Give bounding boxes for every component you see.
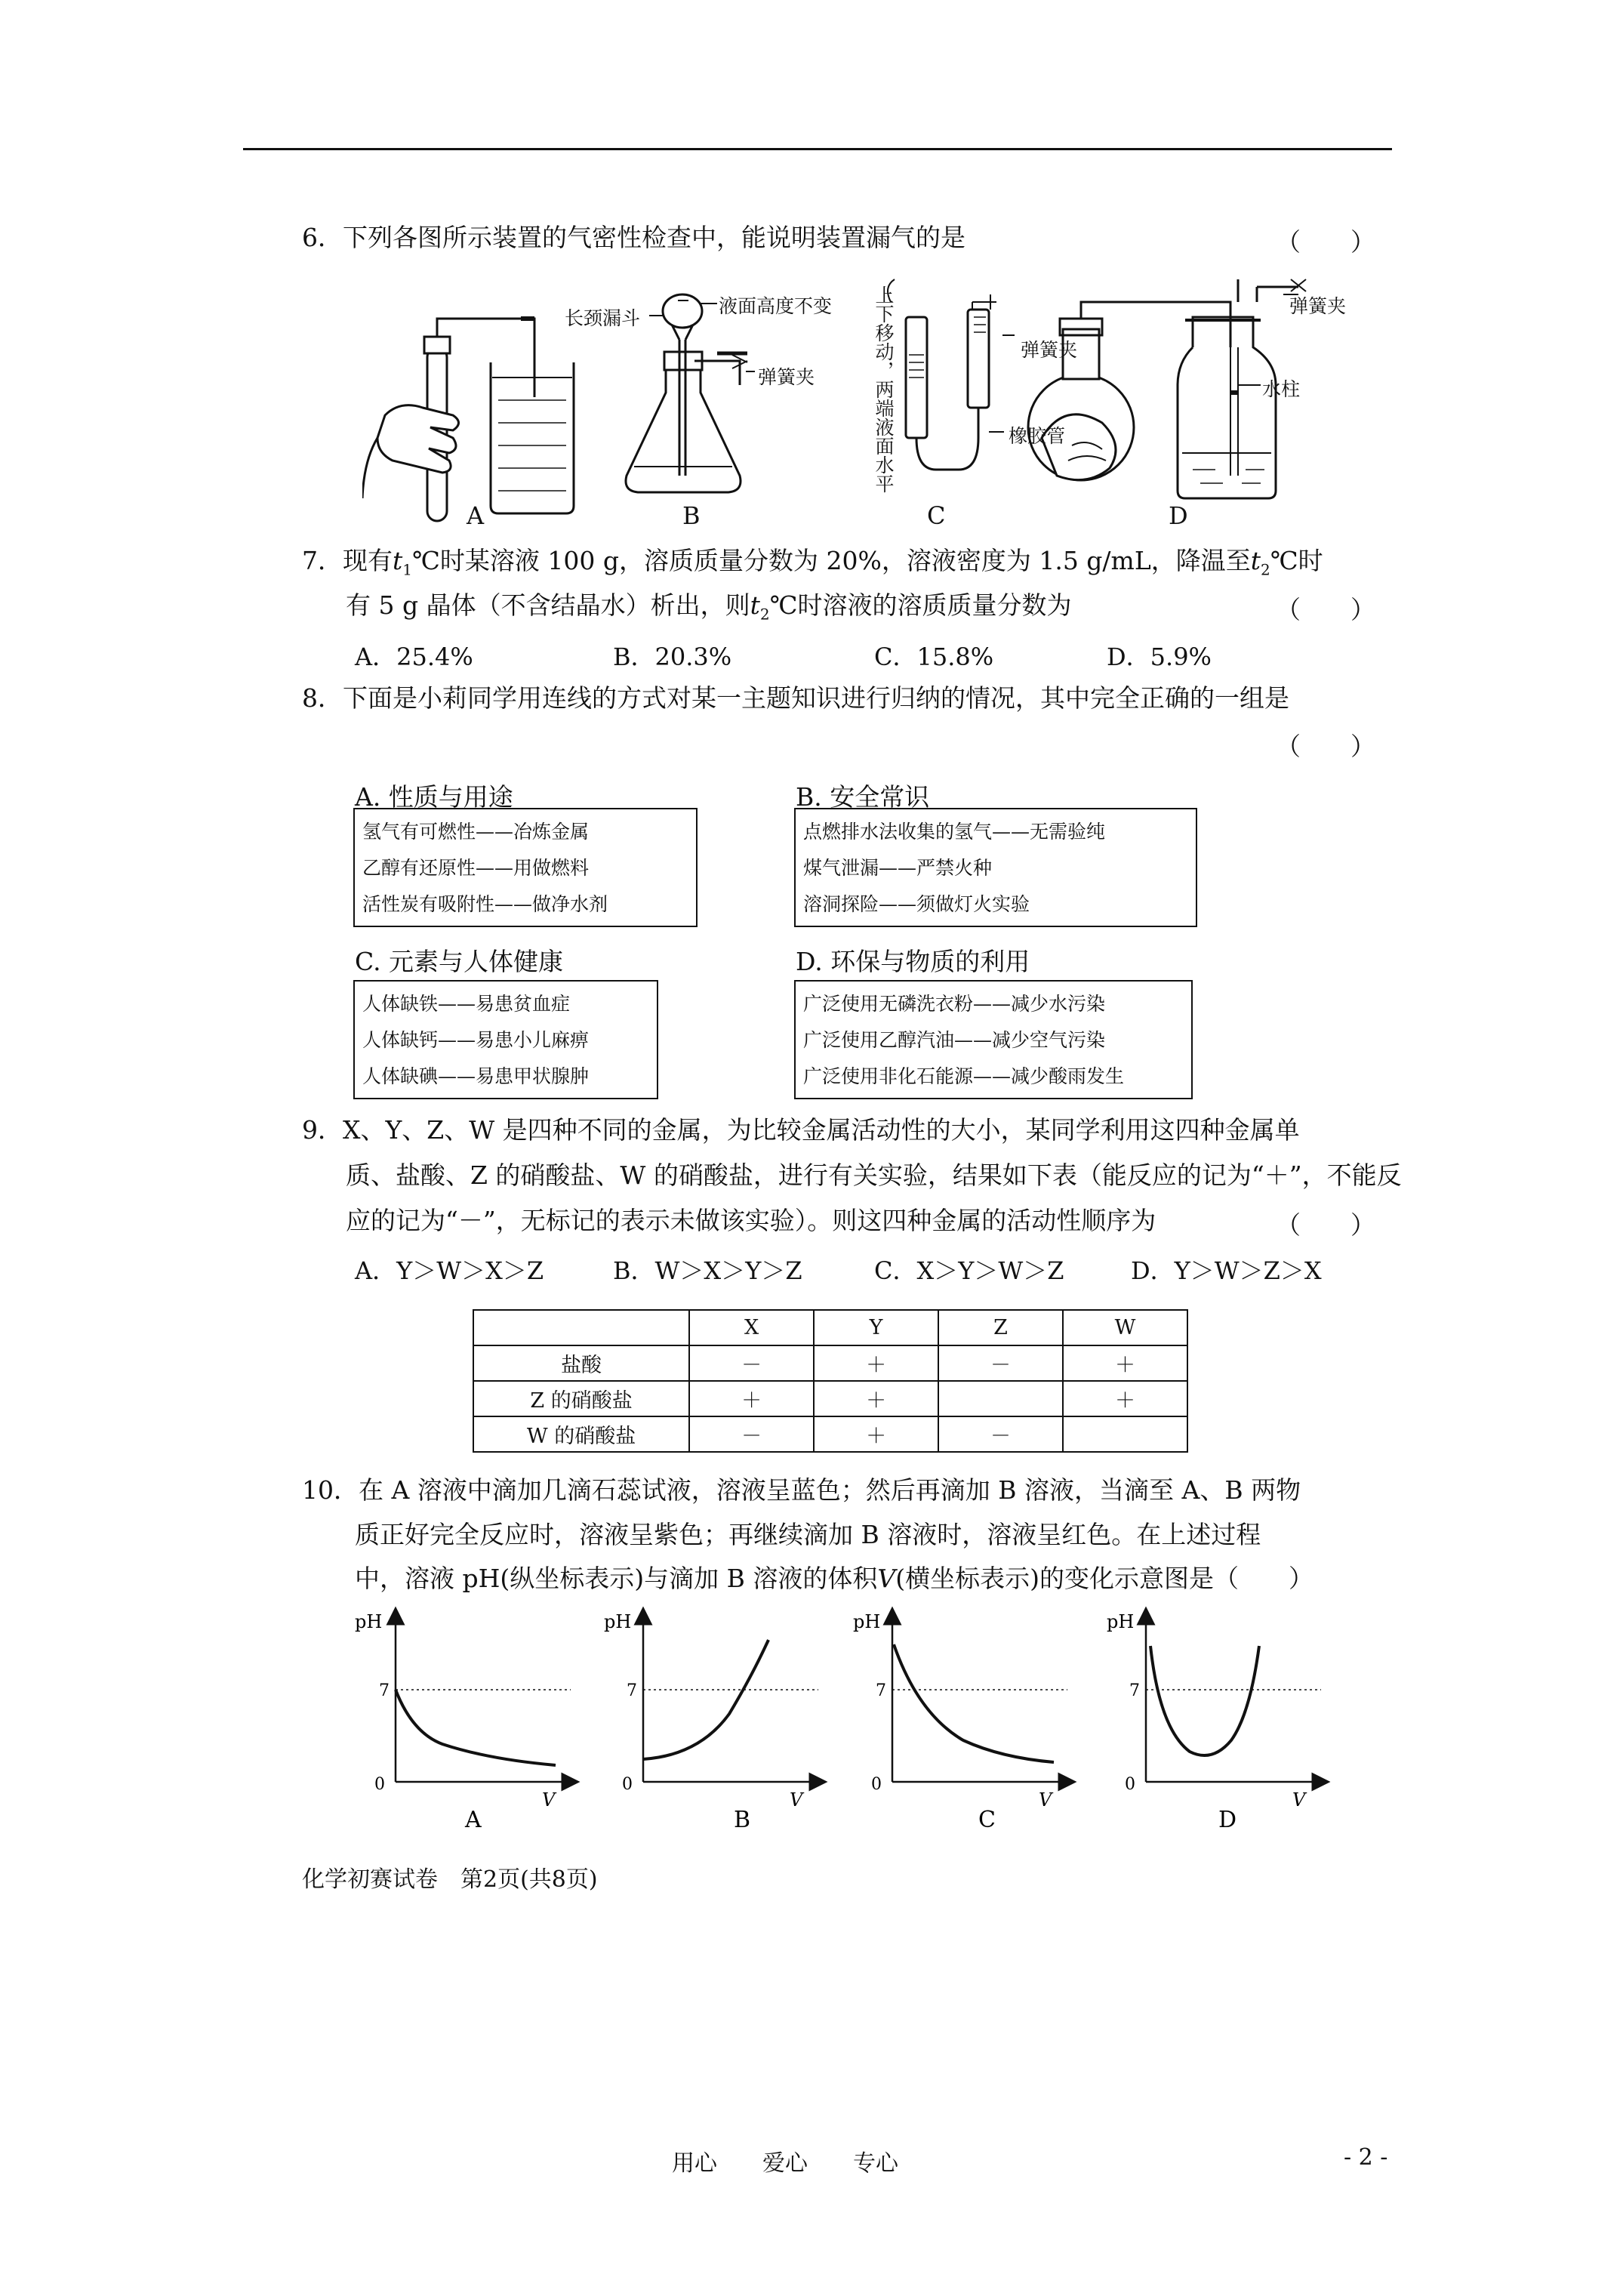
q8-answer-paren: （ ） [1276, 732, 1375, 761]
q8-a-line-2: 乙醇有还原性——用做燃料 [362, 857, 590, 879]
graph-d-caption: D [1218, 1807, 1237, 1833]
graph-b-seven: 7 [627, 1681, 637, 1700]
table-cell: ＋ [814, 1345, 938, 1381]
label-move-updown: 上下移动，两端液面水平 [873, 285, 895, 493]
q9-line3: 应的记为“－”，无标记的表示未做该实验）。则这四种金属的活动性顺序为 [346, 1206, 1156, 1235]
graph-c-caption: C [978, 1807, 996, 1833]
graph-c-ylabel: pH [853, 1611, 881, 1632]
header-rule [243, 148, 1392, 150]
q7-option-c: C．15.8% [874, 643, 994, 671]
graph-d-seven: 7 [1129, 1681, 1140, 1700]
label-clamp-b: 弹簧夹 [758, 366, 815, 388]
table-cell: ＋ [689, 1381, 814, 1416]
q6-caption-b: B [682, 501, 701, 530]
q6-apparatus-figure [362, 272, 1329, 536]
graph-d-ylabel: pH [1107, 1611, 1135, 1632]
q8-group-b-box [794, 808, 1197, 927]
label-clamp-c: 弹簧夹 [1021, 339, 1078, 361]
label-clamp-d: 弹簧夹 [1289, 295, 1347, 317]
q8-a-line-1: 氢气有可燃性——冶炼金属 [362, 821, 590, 843]
table-cell: ＋ [1063, 1345, 1187, 1381]
q8-b-line-2: 煤气泄漏——严禁火种 [803, 857, 993, 879]
q6-caption-d: D [1169, 501, 1188, 530]
q8-group-d-box [794, 980, 1193, 1099]
q9-line1: 9．X、Y、Z、W 是四种不同的金属，为比较金属活动性的大小，某同学利用这四种金属单 [302, 1115, 1300, 1145]
q9-option-b: B．W＞X＞Y＞Z [613, 1256, 802, 1285]
graph-b [604, 1611, 818, 1833]
q8-c-line-1: 人体缺铁——易患贫血症 [362, 993, 571, 1015]
table-header-cell: Y [814, 1310, 938, 1345]
q9-answer-paren: （ ） [1276, 1210, 1375, 1240]
table-cell: － [689, 1416, 814, 1452]
q7-line2: 有 5 g 晶体（不含结晶水）析出，则$t_2℃$时溶液的溶质质量分数为 [346, 590, 1072, 624]
table-row [473, 1416, 1187, 1452]
q8-stem: 8．下面是小莉同学用连线的方式对某一主题知识进行归纳的情况，其中完全正确的一组是 [302, 683, 1289, 713]
table-header-row [473, 1310, 1187, 1345]
graph-a-ylabel: pH [355, 1611, 383, 1632]
label-rubber-tube: 橡胶管 [1009, 425, 1066, 447]
q9-option-a: A．Y＞W＞X＞Z [355, 1256, 544, 1285]
graph-a-caption: A [465, 1807, 482, 1833]
table-row [473, 1381, 1187, 1416]
graph-a-zero: 0 [374, 1775, 385, 1794]
apparatus-a [362, 319, 574, 521]
table-header-cell: W [1063, 1310, 1187, 1345]
q9-result-table [473, 1309, 1188, 1453]
table-cell: ＋ [1063, 1381, 1187, 1416]
table-cell: － [938, 1345, 1063, 1381]
q8-group-b-title: B. 安全常识 [796, 782, 930, 812]
q7-option-a: A．25.4% [355, 643, 473, 671]
q8-group-a-box [353, 808, 698, 927]
label-level-unchanged: 液面高度不变 [719, 295, 833, 317]
graph-b-xlabel: V [790, 1789, 803, 1811]
graph-c-zero: 0 [871, 1775, 882, 1794]
q10-ph-graphs [344, 1601, 1341, 1842]
q10-line3: 中，溶液 pH(纵坐标表示)与滴加 B 溶液的体积V(横坐标表示)的变化示意图是（ ） [355, 1564, 1313, 1593]
graph-b-ylabel: pH [604, 1611, 632, 1632]
q8-d-line-2: 广泛使用乙醇汽油——减少空气污染 [803, 1029, 1106, 1051]
q10-line1: 10．在 A 溶液中滴加几滴石蕊试液，溶液呈蓝色；然后再滴加 B 溶液，当滴至 A、B 两物 [302, 1475, 1301, 1505]
table-cell: ＋ [814, 1416, 938, 1452]
q8-group-c-box [353, 980, 658, 1099]
label-long-funnel: 长颈漏斗 [565, 307, 641, 329]
q7-line1: 7．现有$t_1℃$时某溶液 100 g，溶质质量分数为 20%，溶液密度为 1.5 g/mL，降温至$t_2℃$时 [302, 546, 1323, 579]
graph-a-xlabel: V [542, 1789, 556, 1811]
graph-a [355, 1611, 571, 1833]
q6-caption-a: A [467, 501, 485, 530]
apparatus-b [626, 294, 747, 492]
graph-d [1107, 1611, 1321, 1833]
q7-option-d: D．5.9% [1107, 643, 1212, 671]
q8-a-line-3: 活性炭有吸附性——做净水剂 [362, 893, 608, 915]
table-header-cell: Z [938, 1310, 1063, 1345]
q7-option-b: B．20.3% [613, 643, 732, 671]
q8-c-line-2: 人体缺钙——易患小儿麻痹 [362, 1029, 590, 1051]
page-number: - 2 - [1344, 2144, 1388, 2171]
table-cell: W 的硝酸盐 [473, 1416, 689, 1452]
graph-c-xlabel: V [1039, 1789, 1052, 1811]
table-cell: － [938, 1416, 1063, 1452]
table-cell: 盐酸 [473, 1345, 689, 1381]
q9-option-c: C．X＞Y＞W＞Z [874, 1256, 1064, 1285]
q9-option-d: D．Y＞W＞Z＞X [1131, 1256, 1322, 1285]
q8-d-line-3: 广泛使用非化石能源——减少酸雨发生 [803, 1065, 1125, 1087]
q6-stem: 6．下列各图所示装置的气密性检查中，能说明装置漏气的是 [302, 223, 965, 252]
q8-b-line-3: 溶洞探险——须做灯火实验 [803, 893, 1030, 915]
graph-a-seven: 7 [379, 1681, 390, 1700]
table-cell [938, 1381, 1063, 1416]
table-header-cell [473, 1310, 689, 1345]
motto: 用心 爱心 专心 [672, 2150, 898, 2177]
q8-b-line-1: 点燃排水法收集的氢气——无需验纯 [803, 821, 1106, 843]
graph-d-zero: 0 [1125, 1775, 1135, 1794]
graph-c [853, 1611, 1067, 1833]
q7-answer-paren: （ ） [1276, 595, 1375, 624]
table-cell: Z 的硝酸盐 [473, 1381, 689, 1416]
q9-line2: 质、盐酸、Z 的硝酸盐、W 的硝酸盐，进行有关实验，结果如下表（能反应的记为“＋”，不能反 [346, 1160, 1402, 1190]
graph-c-seven: 7 [876, 1681, 886, 1700]
graph-b-caption: B [734, 1807, 751, 1833]
table-cell [1063, 1416, 1187, 1452]
q8-group-c-title: C. 元素与人体健康 [355, 947, 564, 976]
q8-group-d-title: D. 环保与物质的利用 [796, 947, 1030, 976]
q8-group-a-title: A. 性质与用途 [355, 782, 513, 812]
apparatus-c [888, 279, 996, 470]
q6-caption-c: C [927, 501, 946, 530]
q10-line2: 质正好完全反应时，溶液呈紫色；再继续滴加 B 溶液时，溶液呈红色。在上述过程 [355, 1520, 1261, 1549]
q6-answer-paren: （ ） [1276, 227, 1375, 257]
graph-d-xlabel: V [1292, 1789, 1306, 1811]
graph-b-zero: 0 [622, 1775, 633, 1794]
exam-footer: 化学初赛试卷 第2页(共8页) [302, 1866, 598, 1893]
table-cell: － [689, 1345, 814, 1381]
q8-c-line-3: 人体缺碘——易患甲状腺肿 [362, 1065, 590, 1087]
table-header-cell: X [689, 1310, 814, 1345]
label-water-column: 水柱 [1262, 378, 1301, 400]
table-cell: ＋ [814, 1381, 938, 1416]
table-row [473, 1345, 1187, 1381]
q8-d-line-1: 广泛使用无磷洗衣粉——减少水污染 [803, 993, 1106, 1015]
